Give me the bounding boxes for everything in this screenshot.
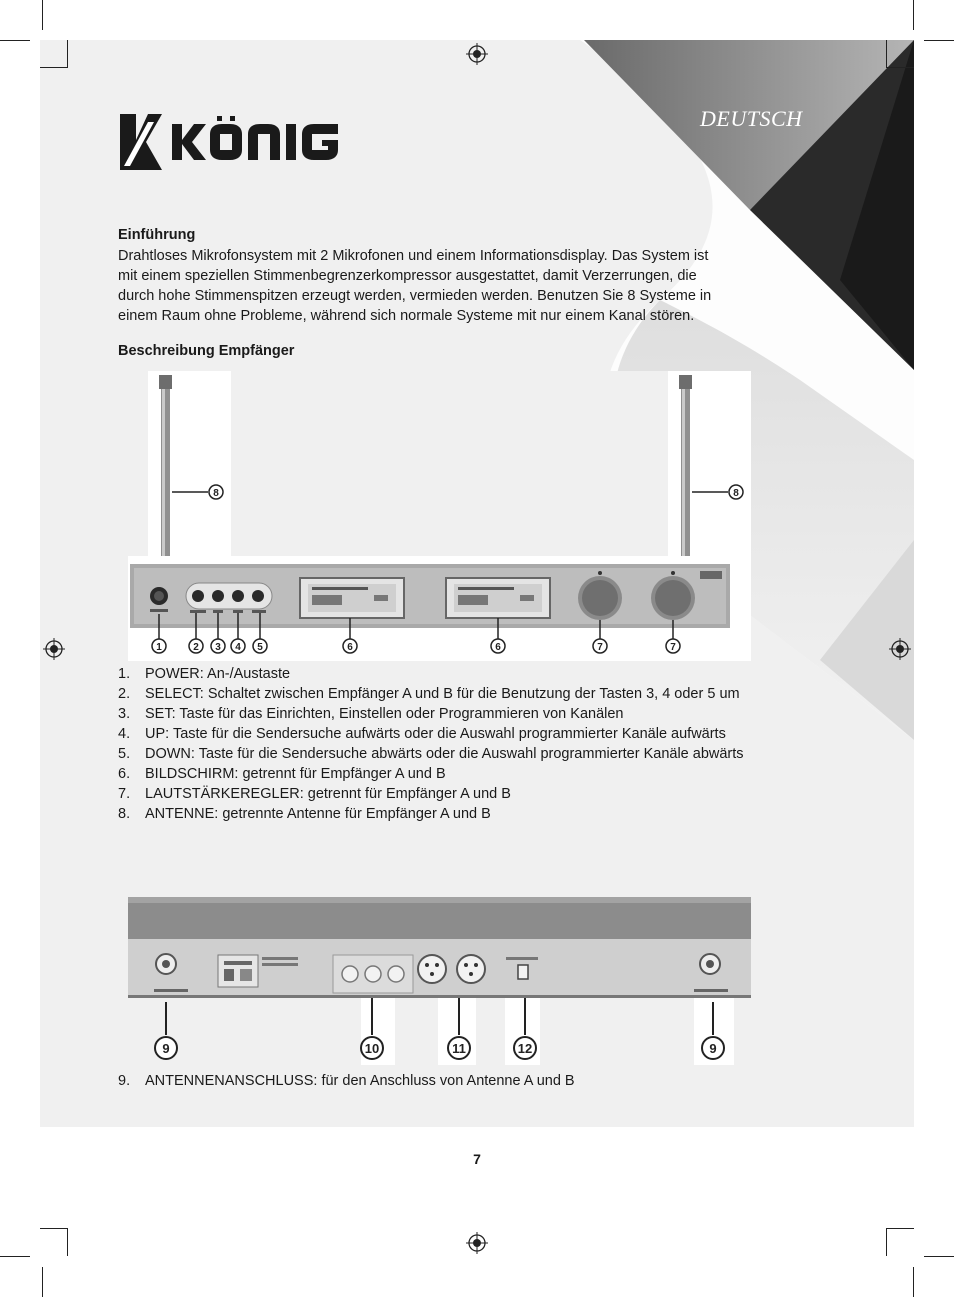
list-item-number: 4. [118,726,131,742]
list-item-text: SELECT: Schaltet zwischen Empfänger A und B für die Benutzung der Tasten 3, 4 oder 5 um [145,686,740,702]
registration-mark-icon [466,43,488,65]
crop-mark [924,1256,954,1257]
callout-label: 12 [517,1041,533,1056]
list-item-text: SET: Taste für das Einrichten, Einstellen oder Programmieren von Kanälen [145,706,624,722]
callout-label: 7 [670,642,676,653]
list-item-number: 3. [118,706,131,722]
language-label: DEUTSCH [700,106,803,131]
crop-mark [67,1228,68,1256]
list-item [118,784,758,804]
list-item-number: 5. [118,746,131,762]
callout-label: 11 [452,1041,466,1056]
intro-line: Drahtloses Mikrofonsystem mit 2 Mikrofonen und einem Informationsdisplay. Das System ist [118,248,709,264]
crop-mark [913,0,914,30]
list-item [118,664,758,684]
list-item [118,684,758,704]
crop-mark [40,67,68,68]
list-item-text: ANTENNE: getrennte Antenne für Empfänger A und B [145,806,491,822]
crop-mark [886,67,914,68]
callout-label: 2 [193,642,199,653]
callout-label: 8 [213,488,219,499]
list-item-number: 6. [118,766,131,782]
receiver-front-figure [128,371,751,661]
list-item [118,704,758,724]
callout-label: 3 [215,642,221,653]
callout-label: 1 [156,642,162,653]
page-number: 7 [473,1151,481,1167]
list-item [118,744,758,764]
callout-label: 4 [235,642,241,653]
callout-label: 9 [709,1041,717,1056]
crop-mark [924,40,954,41]
registration-mark-icon [889,638,911,660]
callout-label: 7 [597,642,603,653]
receiver-back-figure [128,897,751,1065]
intro-heading: Einführung [118,227,196,243]
list-item [118,804,758,824]
registration-mark-icon [43,638,65,660]
intro-line: mit einem speziellen Stimmenbegrenzerkompressor ausgestattet, damit Verzerrungen, die [118,268,697,284]
crop-mark [886,1228,887,1256]
list-item-number: 2. [118,686,131,702]
intro-line: durch hohe Stimmenspitzen erzeugt werden, vermieden werden. Benutzen Sie 8 Systeme in [118,288,712,304]
crop-mark [913,1267,914,1297]
list-item-text: ANTENNENANSCHLUSS: für den Anschluss von Antenne A und B [145,1073,575,1089]
callout-label: 10 [364,1041,380,1056]
konig-logo [118,112,343,172]
crop-mark [0,40,30,41]
crop-mark [67,40,68,68]
callout-label: 5 [257,642,263,653]
intro-paragraph [118,246,758,326]
callout-label: 8 [733,488,739,499]
front-description-list [118,664,758,824]
crop-mark [40,1228,68,1229]
list-item-number: 9. [118,1073,131,1089]
back-description-list [118,1071,758,1091]
crop-mark [42,1267,43,1297]
crop-mark [0,1256,30,1257]
list-item-text: POWER: An-/Austaste [145,666,291,682]
crop-mark [42,0,43,30]
list-item-text: DOWN: Taste für die Sendersuche abwärts oder die Auswahl programmierter Kanäle abwärts [145,746,744,762]
list-item-number: 1. [118,666,131,682]
list-item-number: 7. [118,786,131,802]
callout-label: 6 [347,642,353,653]
registration-mark-icon [466,1232,488,1254]
crop-mark [886,40,887,68]
receiver-heading: Beschreibung Empfänger [118,343,295,359]
list-item-text: LAUTSTÄRKEREGLER: getrennt für Empfänger A und B [145,786,511,802]
callout-label: 6 [495,642,501,653]
list-item-text: BILDSCHIRM: getrennt für Empfänger A und B [145,766,446,782]
list-item [118,1071,758,1091]
list-item [118,724,758,744]
list-item-text: UP: Taste für die Sendersuche aufwärts oder die Auswahl programmierter Kanäle aufwärts [145,726,726,742]
crop-mark [886,1228,914,1229]
intro-line: einem Raum ohne Probleme, während sich normale Systeme mit nur einem Kanal stören. [118,308,695,324]
list-item [118,764,758,784]
callout-label: 9 [162,1041,170,1056]
list-item-number: 8. [118,806,131,822]
